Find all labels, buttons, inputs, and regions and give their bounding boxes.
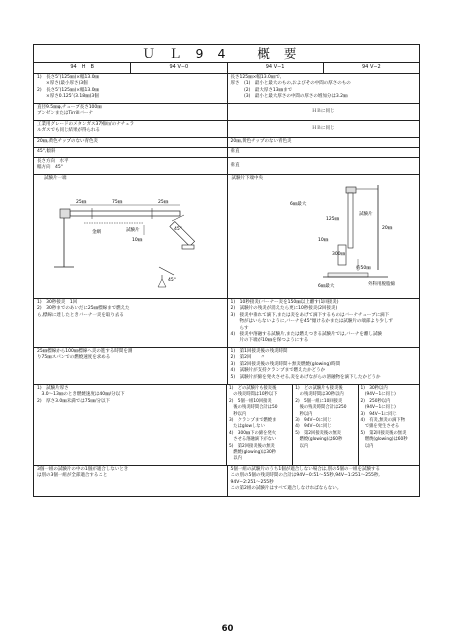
gas-hb: 工業用グレードのメタンガス37㎆/㎡のナチュラ ルガスでも同じ結果が得られる xyxy=(37,122,135,134)
retest-v: 5個一組の試験片のうち1個が適合しない場合は,別の5個の一組を試験する この別の5個の残炎時間の合計は94V−0:51〜55秒,94V−1:251〜255秒, 94V−2:251〜255秒 この第2組の試験片はすべて適合しなければならない。 xyxy=(227,466,420,496)
v-dim-125: 125㎜ xyxy=(325,217,339,222)
table-header xyxy=(34,62,419,73)
header-v1: 94 V−1 xyxy=(227,63,323,73)
header-v0: 94 V−0 xyxy=(130,63,226,73)
angle-hb: 45°,傾斜 xyxy=(37,149,56,154)
flame-hb: 20㎜,黄色チップのない青色炎 xyxy=(37,139,99,144)
figure-hb xyxy=(34,175,227,298)
hb-dim-25-left: 25㎜ xyxy=(76,200,87,205)
hb-specimen-label: 試験片 xyxy=(126,228,140,233)
figure-hb-title: 試験片一端 xyxy=(44,176,67,181)
burner-hb: 直径9.5㎜φ,チューブ長さ100㎜ ブンゼンまたはTirrillバーナ xyxy=(37,105,102,117)
hb-angle2-label: 45° xyxy=(168,278,176,283)
hb-angle-label: 45° xyxy=(174,227,182,232)
hb-dim-25-right: 25㎜ xyxy=(158,200,169,205)
row-criteria xyxy=(34,384,419,465)
v-dim-10: 10㎜ xyxy=(317,238,328,243)
angle-v: 垂直 xyxy=(227,148,420,157)
measurement-hb: 25㎜標線から100㎜標線へ炎の進する時間を測 り75㎜スパンでの燃焼速度を求める xyxy=(37,349,133,361)
hb-apparatus-diagram xyxy=(34,175,226,298)
gas-v: ＨＢに同じ xyxy=(227,121,420,137)
criteria-hb: 1) 試験片厚さ 3.0〜13㎜のとき燃焼速度は40㎜/分以下 2) 厚さ3.0㎜未満では75㎜/分以下 xyxy=(37,386,125,404)
specimen-hb: 1) 長さ5″(125㎜)×幅13.0㎜ ×厚さ(最小厚さ)3個 2) 長さ5″(125㎜)×幅13.0㎜ ×厚さ0.125″(3.18㎜)3個 xyxy=(37,75,100,100)
v-dim-20: 20㎜ xyxy=(381,226,392,231)
hb-dim-10: 10㎜ xyxy=(132,238,143,243)
figure-v-title: 試験片下端中央 xyxy=(231,176,263,181)
specimen-v: 長さ125㎜×幅13.0㎜で, 厚さ (1) 最小と最大のもの,およびその中間の厚さのもの (2) 最大厚さ13㎜まで (3) 最小と最大厚さの中間の厚さの増加分は3.2㎜ xyxy=(227,74,420,103)
flame-v: 20㎜,黄色チップのない青色炎 xyxy=(227,138,420,147)
header-v2: 94 V−2 xyxy=(323,63,419,73)
page-number: 60 xyxy=(221,624,234,634)
row-orientation xyxy=(34,157,419,174)
row-burner xyxy=(34,103,419,120)
ul94-table xyxy=(33,62,420,497)
criteria-v0: 1) どの試験片も接炎後 の残炎時間は10秒以下 2) 5個一組10回接炎 後の残炎時間合計は50 秒以内 3) クランプまで燃焼ま たはglowしない 4) 300㎜下の綿を発火 させる溶融滴下がない 5) 第2回接炎後の無炎 燃焼(glowing)は30秒 以内 xyxy=(229,386,278,462)
row-figures xyxy=(34,174,419,298)
row-specimen xyxy=(34,73,419,103)
retest-hb: 3個一組の試験片の中の1個が適合しないとき は別の3個一組が全部適合すること xyxy=(37,467,129,479)
v-max6b-label: 6㎜最大 xyxy=(317,284,334,289)
v-approx50: 約50㎜ xyxy=(355,266,371,271)
criteria-v xyxy=(226,385,419,465)
figure-v xyxy=(227,175,420,298)
procedure-hb: 1) 30秒接炎 1回 2) 30秒までのあいだに25㎜標線まで燃えた ら,標線に達したときバーナ一炎を取り去る xyxy=(37,300,130,318)
procedure-v: 1) 10秒接炎(バーナー炎を150㎜以上離す(1回接炎) 2) 試験片の残炎が消えたら更に10秒接炎(2回接炎) 3) 接炎中垂れて滴下,または炎をあげて滴下するものはバーナチューブに滴下 物がはいらないように,バーナを45°傾けるかまたは試験片の端部より少しず らす 4) 接炎中溶融する試験片,または燃えつきる試験片では,バーナを離し試験 片の下端が10㎜を保つようにする xyxy=(227,299,420,347)
v-specimen-label: 試験片 xyxy=(358,212,372,217)
orientation-hb: 長さ方向 水平 幅方向 45° xyxy=(37,159,69,171)
criteria-v1: 1) どの試験片も接炎後 の残炎時間は30秒以内 2) 5個一組に10回接炎 後の残炎時間合計は250 秒以内 3) 94V−0に同じ 4) 94V−0に同じ 5) 第2回接炎後の無炎 燃焼(glowing)は60秒 以内 xyxy=(292,385,357,465)
v-apparatus-diagram xyxy=(228,175,420,298)
hb-mesh-label: 金網 xyxy=(92,230,101,235)
row-angle xyxy=(34,147,419,157)
orientation-v: 垂直 xyxy=(227,158,420,174)
row-retest xyxy=(34,465,419,496)
measurement-v: 1) 第1回接炎後の残炎時間 2) 第2回 〃 3) 第2回接炎後の残炎時間＋無炎燃焼(glowing)時間 4) 試験片が支持クランプまで燃えたかどうか 5) 試験片が綿を発火させる,炎をあげながらの溶融物を滴下したかどうか xyxy=(227,348,420,384)
header-hb: 94 H B xyxy=(70,64,94,70)
row-measurement xyxy=(34,347,419,384)
row-procedure xyxy=(34,298,419,347)
row-flame xyxy=(34,137,419,147)
row-gas xyxy=(34,120,419,137)
v-max6-label: 6㎜最大 xyxy=(289,202,306,207)
burner-v: ＨＢに同じ xyxy=(227,104,420,120)
hb-dim-75: 75㎜ xyxy=(112,200,123,205)
v-dim-300: 300㎜ xyxy=(331,252,345,257)
page-title: ＵＬ94 概要 xyxy=(33,44,420,63)
v-cotton-label: 外科用脱脂綿 xyxy=(367,282,395,287)
criteria-v2: 1) 30秒以内 (94V−1に同じ) 2) 250秒以内 (94V−1に同じ) 3) 94V−1に同じ 4) 有炎,無炎の滴下物 で綿を発生させる 5) 第2回接炎後の無炎 燃焼(glowing)は60秒 以内 xyxy=(358,385,419,465)
